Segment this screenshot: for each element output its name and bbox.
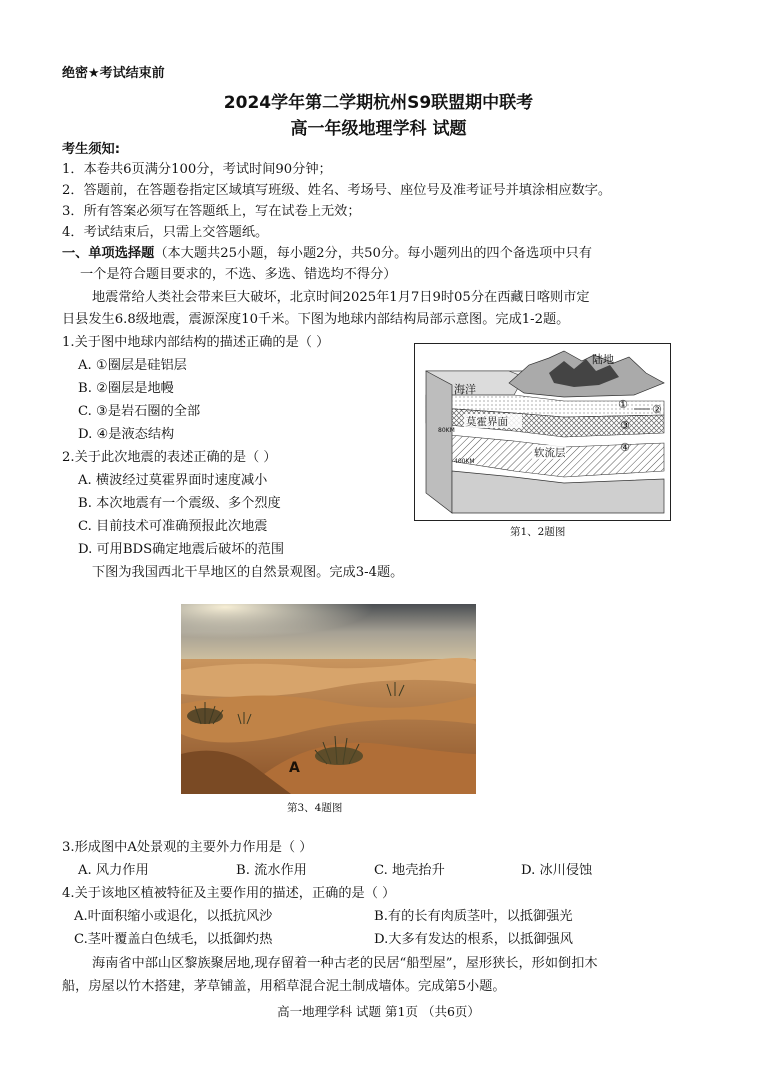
question-4-stem: 4.关于该地区植被特征及主要作用的描述，正确的是（ ）: [62, 886, 396, 901]
label-circle-4: ④: [620, 441, 630, 454]
question-1-option-c: C. ③是岩石圈的全部: [78, 404, 201, 419]
page-footer: 高一地理学科 试题 第1页 （共6页）: [277, 1004, 480, 1019]
notice-item: 1．本卷共6页满分100分，考试时间90分钟；: [62, 162, 332, 177]
question-2-option-a: A. 横波经过莫霍界面时速度减小: [78, 473, 268, 488]
label-depth-400: 400KM: [454, 458, 475, 465]
passage-text: 船，房屋以竹木搭建，茅草铺盖，用稻草混合泥土制成墙体。完成第5小题。: [62, 979, 506, 994]
earth-structure-diagram: [414, 343, 671, 521]
label-land: 陆地: [592, 353, 614, 366]
question-1-option-b: B. ②圈层是地幔: [78, 381, 174, 396]
question-4-option-d: D.大多有发达的根系，以抵御强风: [374, 932, 573, 947]
question-4-option-b: B.有的长有肉质茎叶，以抵御强光: [374, 909, 573, 924]
label-circle-2: ②: [652, 403, 662, 416]
question-2-option-c: C. 目前技术可准确预报此次地震: [78, 519, 268, 534]
label-circle-3: ③: [620, 419, 630, 432]
passage-text: 日县发生6.8级地震，震源深度10千米。下图为地球内部结构局部示意图。完成1-2题。: [62, 312, 570, 327]
grass-clump: [187, 708, 223, 724]
label-circle-1: ①: [618, 398, 628, 411]
question-3-option-b: B. 流水作用: [236, 863, 307, 878]
sun-glow: [181, 604, 476, 666]
figure-1-caption: 第1、2题图: [510, 526, 566, 538]
question-4-option-a: A.叶面积缩小或退化，以抵抗风沙: [74, 909, 273, 924]
question-2-stem: 2.关于此次地震的表述正确的是（ ）: [62, 450, 277, 465]
passage-text: 海南省中部山区黎族聚居地,现存留着一种古老的民居“船型屋”，屋形狭长，形如倒扣木: [92, 956, 598, 971]
question-1-option-d: D. ④是液态结构: [78, 427, 175, 442]
label-ocean: 海洋: [454, 383, 476, 396]
question-3-option-d: D. 冰川侵蚀: [521, 863, 593, 878]
notice-item: 3．所有答案必须写在答题纸上，写在试卷上无效；: [62, 204, 361, 219]
notice-item: 4．考试结束后，只需上交答题纸。: [62, 225, 269, 240]
grass-clump: [315, 747, 363, 765]
question-1-stem: 1.关于图中地球内部结构的描述正确的是（ ）: [62, 335, 330, 350]
exam-title: 2024学年第二学期杭州S9联盟期中联考: [223, 93, 534, 113]
section-intro: [62, 244, 592, 264]
notice-item: 2．答题前，在答题卷指定区域填写班级、姓名、考场号、座位号及准考证号并填涂相应数字。: [62, 183, 612, 198]
label-asthenosphere: 软流层: [534, 447, 566, 459]
section-heading: 一、单项选择题: [62, 246, 155, 261]
secret-mark: 绝密★考试结束前: [62, 66, 165, 81]
label-moho: 莫霍界面: [466, 416, 508, 428]
question-3-stem: 3.形成图中A处景观的主要外力作用是（ ）: [62, 840, 313, 855]
desert-landscape-photo: [181, 604, 476, 794]
block-side: [426, 371, 452, 513]
question-1-option-a: A. ①圈层是硅铝层: [78, 358, 187, 373]
section-instructions: （本大题共25小题，每小题2分，共50分。每小题列出的四个备选项中只有: [154, 246, 592, 261]
label-depth-80: 80KM: [438, 427, 455, 434]
passage-text: 下图为我国西北干旱地区的自然景观图。完成3-4题。: [92, 565, 404, 580]
passage-text: 地震常给人类社会带来巨大破坏，北京时间2025年1月7日9时05分在西藏日喀则市定: [92, 290, 590, 305]
question-3-option-c: C. 地壳抬升: [374, 863, 445, 878]
question-4-option-c: C.茎叶覆盖白色绒毛，以抵御灼热: [74, 932, 273, 947]
figure-2-caption: 第3、4题图: [287, 802, 343, 814]
question-2-option-b: B. 本次地震有一个震级、多个烈度: [78, 496, 281, 511]
photo-marker-a: A: [289, 760, 300, 776]
question-2-option-d: D. 可用BDS确定地震后破坏的范围: [78, 542, 285, 557]
exam-subtitle: 高一年级地理学科 试题: [290, 119, 467, 139]
question-3-option-a: A. 风力作用: [78, 863, 149, 878]
section-instructions-cont: 一个是符合题目要求的，不选、多选、错选均不得分）: [80, 267, 397, 282]
notice-heading: 考生须知:: [62, 142, 121, 157]
